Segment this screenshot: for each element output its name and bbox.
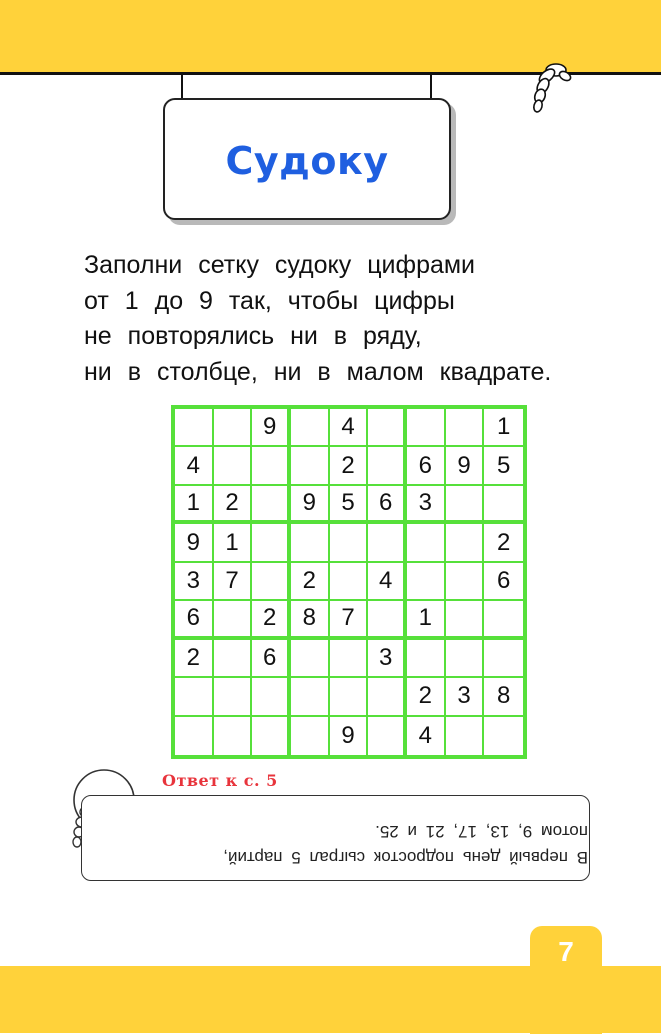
sudoku-cell[interactable]	[484, 601, 523, 639]
sudoku-cell[interactable]: 3	[446, 678, 485, 716]
page-number: 7	[530, 926, 602, 1034]
sudoku-cell[interactable]	[330, 640, 369, 678]
sudoku-cell[interactable]: 6	[175, 601, 214, 639]
sudoku-cell[interactable]	[330, 524, 369, 562]
sudoku-cell[interactable]	[407, 563, 446, 601]
sudoku-cell[interactable]	[368, 409, 407, 447]
sudoku-cell[interactable]: 2	[330, 447, 369, 485]
sudoku-cell[interactable]: 2	[407, 678, 446, 716]
sudoku-cell[interactable]	[291, 409, 330, 447]
title-sign	[163, 98, 451, 220]
sudoku-cell[interactable]	[214, 717, 253, 755]
sudoku-cell[interactable]: 9	[446, 447, 485, 485]
sudoku-cell[interactable]: 6	[368, 486, 407, 524]
sudoku-cell[interactable]: 5	[330, 486, 369, 524]
sudoku-cell[interactable]	[291, 640, 330, 678]
sudoku-cell[interactable]: 7	[214, 563, 253, 601]
instruction-line: от 1 до 9 так, чтобы цифры	[84, 286, 455, 315]
sudoku-cell[interactable]: 6	[407, 447, 446, 485]
sudoku-cell[interactable]	[368, 601, 407, 639]
sudoku-cell[interactable]	[446, 486, 485, 524]
sudoku-cell[interactable]	[446, 601, 485, 639]
sudoku-cell[interactable]	[330, 563, 369, 601]
sudoku-cell[interactable]: 3	[407, 486, 446, 524]
sudoku-cell[interactable]: 4	[368, 563, 407, 601]
sudoku-cell[interactable]: 9	[252, 409, 291, 447]
instruction-line: ни в столбце, ни в малом квадрате.	[84, 357, 552, 386]
answer-text	[170, 818, 588, 870]
sudoku-cell[interactable]	[484, 486, 523, 524]
sudoku-cell[interactable]: 9	[330, 717, 369, 755]
instruction-line: Заполни сетку судоку цифрами	[84, 251, 476, 279]
sudoku-cell[interactable]: 7	[330, 601, 369, 639]
sudoku-cell[interactable]	[407, 640, 446, 678]
sudoku-cell[interactable]	[368, 717, 407, 755]
sudoku-cell[interactable]	[214, 601, 253, 639]
sudoku-cell[interactable]: 6	[252, 640, 291, 678]
sudoku-cell[interactable]	[407, 409, 446, 447]
sudoku-cell[interactable]: 4	[175, 447, 214, 485]
sudoku-cell[interactable]: 9	[291, 486, 330, 524]
sudoku-cell[interactable]: 8	[484, 678, 523, 716]
sudoku-cell[interactable]: 1	[175, 486, 214, 524]
answer-heading: Ответ к с. 5	[162, 771, 278, 790]
sudoku-cell[interactable]: 2	[252, 601, 291, 639]
sudoku-cell[interactable]	[175, 409, 214, 447]
sudoku-cell[interactable]: 1	[484, 409, 523, 447]
rope-icon	[533, 64, 573, 113]
sudoku-cell[interactable]: 1	[214, 524, 253, 562]
sudoku-cell[interactable]	[446, 717, 485, 755]
sudoku-cell[interactable]	[252, 447, 291, 485]
sudoku-cell[interactable]: 2	[484, 524, 523, 562]
sudoku-cell[interactable]	[214, 447, 253, 485]
sudoku-cell[interactable]	[291, 447, 330, 485]
sudoku-cell[interactable]	[446, 563, 485, 601]
sudoku-cell[interactable]: 2	[291, 563, 330, 601]
sudoku-cell[interactable]: 8	[291, 601, 330, 639]
sudoku-cell[interactable]	[252, 524, 291, 562]
sudoku-cell[interactable]	[291, 524, 330, 562]
instructions	[84, 248, 604, 390]
sudoku-cell[interactable]: 3	[368, 640, 407, 678]
sudoku-cell[interactable]: 2	[175, 640, 214, 678]
sudoku-cell[interactable]	[214, 678, 253, 716]
sudoku-cell[interactable]	[446, 524, 485, 562]
sudoku-cell[interactable]	[291, 678, 330, 716]
page-title: Судоку	[225, 139, 389, 183]
sudoku-cell[interactable]	[407, 524, 446, 562]
sudoku-cell[interactable]: 4	[330, 409, 369, 447]
sudoku-cell[interactable]	[175, 717, 214, 755]
sudoku-cell[interactable]: 3	[175, 563, 214, 601]
sudoku-cell[interactable]	[214, 409, 253, 447]
sudoku-cell[interactable]	[291, 717, 330, 755]
sudoku-cell[interactable]: 6	[484, 563, 523, 601]
answer-line: В первый день подросток сыграл 5 партий,	[223, 848, 588, 867]
sudoku-cell[interactable]: 4	[407, 717, 446, 755]
sudoku-cell[interactable]: 2	[214, 486, 253, 524]
sudoku-cell[interactable]	[175, 678, 214, 716]
answer-line: потом 9, 13, 17, 21 и 25.	[375, 822, 588, 841]
sudoku-cell[interactable]	[252, 563, 291, 601]
sudoku-cell[interactable]	[214, 640, 253, 678]
sudoku-cell[interactable]	[368, 447, 407, 485]
sudoku-cell[interactable]: 1	[407, 601, 446, 639]
instruction-line: не повторялись ни в ряду,	[84, 322, 422, 350]
sudoku-cell[interactable]	[484, 640, 523, 678]
sudoku-cell[interactable]	[446, 640, 485, 678]
sudoku-cell[interactable]: 9	[175, 524, 214, 562]
sudoku-cell[interactable]	[252, 717, 291, 755]
sudoku-cell[interactable]	[368, 678, 407, 716]
sudoku-cell[interactable]	[368, 524, 407, 562]
sudoku-cell[interactable]	[252, 678, 291, 716]
sudoku-cell[interactable]	[446, 409, 485, 447]
sudoku-grid	[171, 405, 527, 759]
sudoku-cell[interactable]: 5	[484, 447, 523, 485]
sudoku-cell[interactable]	[252, 486, 291, 524]
sudoku-cell[interactable]	[484, 717, 523, 755]
sudoku-cell[interactable]	[330, 678, 369, 716]
